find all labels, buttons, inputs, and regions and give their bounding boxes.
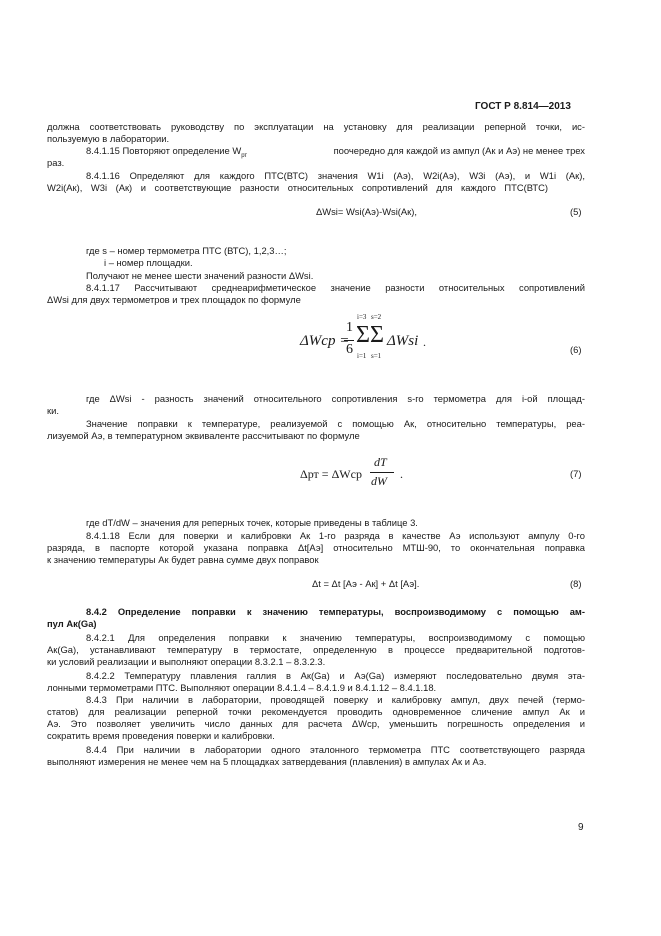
text-line: ΔWsi для двух термометров и трех площадок по формуле xyxy=(47,294,301,305)
equation-6: ΔWср = 1 6 i=3 Σ i=1 s=2 Σ s=1 ΔWsi . xyxy=(300,313,426,360)
running-header: ГОСТ Р 8.814—2013 xyxy=(475,101,571,112)
text-line: Ак(Ga), устанавливают температуру в термостате, определенную в процессе предварительной подготов- xyxy=(47,644,585,655)
text-line: 8.4.2.1 Для определения поправки к значению температуры, воспроизводимому с помощью xyxy=(86,632,585,643)
text-line: где dT/dW – значения для реперных точек, которые приведены в таблице 3. xyxy=(86,517,418,528)
section-heading: пул Ак(Ga) xyxy=(47,618,97,629)
text-line: 8.4.3 При наличии в лаборатории, проводящей поверку и калибровку ампул, двух печей (термо- xyxy=(86,694,585,705)
equation-5: ΔWsi= Wsi(Аэ)-Wsi(Ак), xyxy=(316,206,418,217)
text-line: где s – номер термометра ПТС (ВТС), 1,2,3…; xyxy=(86,245,287,256)
text-line: Получают не менее шести значений разности ΔWsi. xyxy=(86,270,314,281)
text-line: 8.4.4 При наличии в лаборатории одного эталонного термометра ПТС соответствующего разряда xyxy=(86,744,585,755)
text-line: 8.4.1.15 Повторяют определение $W_{рт}$ поочередно для каждой из ампул (Ак и Аэ) не менее трех xyxy=(86,145,585,159)
text-line: разряда, в паспорте которой указана поправка Δt[Аэ] относительно МТШ-90, то окончательная поправка xyxy=(47,542,585,553)
text-line: 8.4.1.18 Если для поверки и калибровки Ак 1-го разряда в качестве Аэ используют ампулу 0-го xyxy=(86,530,585,541)
text-line: сократить время проведения поверки и калибровки. xyxy=(47,730,275,741)
equation-number: (8) xyxy=(570,578,582,589)
text-line: W2i(Ак), W3i (Ак) и соответствующие разности относительных сопротивлений для каждого ПТС(ВТС) xyxy=(47,182,548,193)
text-line: i – номер площадки. xyxy=(104,257,193,268)
text-line: 8.4.1.17 Рассчитывают среднеарифметическое значение разности относительных сопротивлений xyxy=(86,282,585,293)
text-line: к значению температуры Ак будет равна сумме двух поправок xyxy=(47,554,319,565)
text-line: Аэ. Это позволяет увеличить число данных для расчета ΔWср, уменьшить погрешность определения и xyxy=(47,718,585,729)
text-line: где ΔWsi - разность значений относительного сопротивления s-го термометра для i-ой площад- xyxy=(86,393,585,404)
text-line: раз. xyxy=(47,157,65,168)
text-line: ки. xyxy=(47,405,59,416)
text-line: ки условий реализации и выполняют операции 8.3.2.1 – 8.3.2.3. xyxy=(47,656,326,667)
text-line: 8.4.1.16 Определяют для каждого ПТС(ВТС) значения W1i (Аэ), W2i(Аэ), W3i (Аэ), и W1i (Ак), xyxy=(86,170,585,181)
text-line: пользуемую в лаборатории. xyxy=(47,133,170,144)
text-line: лонными термометрами ПТС. Выполняют операции 8.4.1.4 – 8.4.1.9 и 8.4.1.12 – 8.4.1.18. xyxy=(47,682,437,693)
page-number: 9 xyxy=(578,822,584,833)
text-line: Значение поправки к температуре, реализуемой с помощью Ак, относительно температуры, реа- xyxy=(86,418,585,429)
equation-number: (7) xyxy=(570,468,582,479)
text-line: 8.4.2.2 Температуру плавления галлия в Ак(Ga) и Аэ(Ga) измеряют последовательно двумя эта- xyxy=(86,670,585,681)
text-line: должна соответствовать руководству по эксплуатации на установку для реализации реперной точки, ис- xyxy=(47,121,585,132)
section-heading: 8.4.2 Определение поправки к значению температуры, воспроизводимому с помощью ам- xyxy=(86,606,585,617)
text-line: лизуемой Аэ, в температурном эквиваленте рассчитывают по формуле xyxy=(47,430,360,441)
equation-number: (5) xyxy=(570,206,582,217)
equation-8: Δt = Δt [Аэ - Ак] + Δt [Аэ]. xyxy=(312,578,420,589)
text-line: выполняют измерения не менее чем на 5 площадках затвердевания (плавления) в ампулах Ак и Аэ. xyxy=(47,756,487,767)
text-line: статов) для реализации реперной точки рекомендуется проводить одновременное сличение ампул Ак и xyxy=(47,706,585,717)
equation-number: (6) xyxy=(570,344,582,355)
equation-7: Δрт = ΔWср dT dW . xyxy=(300,455,403,488)
